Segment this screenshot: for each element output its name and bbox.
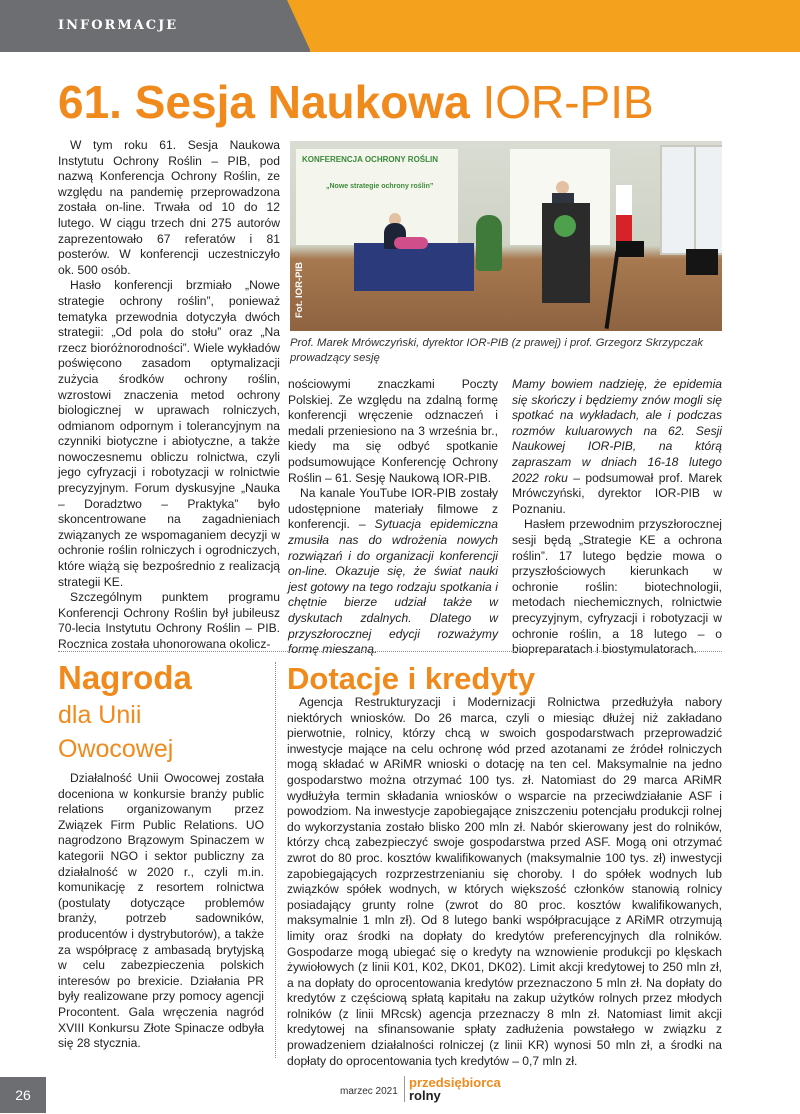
article1-paragraph: W tym roku 61. Sesja Naukowa Instytutu Ochrony Roślin – PIB, pod nazwą Konferencja Ochrony Roślin, ze względu na pandemię przeprowadzona została on-line. Trwała od 10 do 12 lutego. W ciągu trzech dni 275 autorów zaprezentowało 67 referatów i 81 posterów. W konferencji uczestniczyło ok. 500 osób.	[58, 138, 280, 277]
article2-heading: Nagroda	[58, 659, 192, 696]
quote-run: Mamy bowiem nadzieję, że epidemia się skończy i będziemy znów mogli się spotkać na wykładach, ale i podczas rozmów kuluarowych na 62. Sesji Naukowej IOR-PIB, na którą zapraszam w dniach 16-18 lutego 2022 roku	[512, 377, 722, 485]
article2-subheading: Owocowej	[58, 735, 174, 763]
header-band-orange	[310, 0, 800, 52]
article1-paragraph: Hasło konferencji brzmiało „Nowe strategie ochrony roślin”, ponieważ tematyka przewodnia dotyczyła dwóch strategii: „Od pola do stołu” oraz „Na rzecz bioróżnorodności”. Wiele wykładów poświęcono zasadom optymalizacji zużycia środków ochrony roślin, wzrostowi znaczenia metod ochrony biologicznej w uprawach rolniczych, odmianom odpornym i tolerancyjnym na czynniki biotyczne i abiotyczne, a także nowoczesnemu obliczu rolnictwa, czyli jego cyfryzacji i robotyzacji w rolnictwie precyzyjnym. Forum dyskusyjne „Nauka – Doradztwo – Praktyka” było skoncentrowane na zagadnieniach związanych ze wspomaganiem decyzji w ochronie roślin rolniczych i ogrodniczych, które wiążą się bezpośrednio z realizacją strategii KE.	[58, 278, 280, 589]
conference-banner	[296, 149, 458, 245]
flowers	[394, 237, 428, 249]
article2-paragraph: Działalność Unii Owocowej została doceniona w konkursie branży public relations organizowanym przez Związek Firm Public Relations. UO nagrodzono Brązowym Spinaczem w kategorii NGO i sektor publiczny za działalność w 2020 r., czyli m.in. komunikację z resortem rolnictwa (postulaty dotyczące problemów branży, potrzeb sadowników, producentów i dystrybutorów), a także za współpracę z ambasadą brytyjską w celu zabezpieczenia polskich interesów po brexicie. Działania PR były realizowane przy pomocy agencji Procontent. Gala wręczenia nagród XVIII Konkursu Złote Spinacze odbyła się 28 stycznia.	[58, 771, 264, 1051]
banner-title: KONFERENCJA OCHRONY ROŚLIN	[302, 155, 439, 164]
article2-body	[58, 771, 264, 1052]
article3-body	[287, 695, 722, 1069]
banner-motto: „Nowe strategie ochrony roślin”	[326, 183, 434, 190]
presidium-table	[354, 243, 474, 291]
article3-heading	[287, 660, 535, 698]
heading-bold: Dotacje	[287, 661, 399, 696]
article1-paragraph: Szczególnym punktem programu Konferencji Ochrony Roślin był jubileusz 70-lecia Instytutu Ochrony Roślin – PIB. Rocznica została uhonorowana okolicz-	[58, 590, 280, 651]
camera-icon	[616, 241, 644, 257]
quote-run: Sytuacja epidemiczna zmusiła nas do wdrożenia nowych rozwiązań i do organizacji konferencji on-line. Okazuje się, że świat nauki jest gotowy na tego rodzaju spotkania i chętnie bierze udział także w dyskutach zdalnych. Dlatego w przyszłorocznej edycji rozważymy formę mieszaną.	[288, 517, 498, 657]
article1-paragraph: nościowymi znaczkami Poczty Polskiej. Ze względu na zdalną formę konferencji wręczenie odznaczeń i medali przeniesiono na 3 września br., kiedy ma się odbyć spotkanie podsumowujące Konferencję Ochrony Roślin – 61. Sesję Naukową IOR-PIB.	[288, 377, 498, 485]
conference-photo	[290, 141, 722, 331]
camera-tripod	[605, 251, 620, 329]
text-run: – podsumował prof. Marek Mrówczyński, dyrektor IOR-PIB w Poznaniu.	[512, 470, 722, 516]
section-divider	[58, 651, 722, 652]
plant	[476, 215, 502, 271]
section-label: INFORMACJE	[58, 18, 179, 33]
article2-subheading: dla Unii	[58, 701, 142, 729]
logo-line2: rolny	[409, 1088, 441, 1103]
title-light: IOR-PIB	[482, 76, 654, 128]
photo-credit: Fot. IOR-PIB	[294, 262, 305, 318]
article1-column3	[512, 377, 722, 658]
article3-paragraph: Agencja Restrukturyzacji i Modernizacji Rolnictwa przedłużyła nabory niektórych wniosków. Do 26 marca, czyli o miesiąc dłużej niż zakładano pierwotnie, rolnicy, którzy chcą w swoich gospodarstwach przeprowadzić inwestycje mające na celu ochronę wód przed azotanami ze źródeł rolniczych mogą składać w ARiMR wnioski o dotację na ten cel. Maksymalnie na jedno gospodarstwo można otrzymać 100 tys. zł. Natomiast do 29 marca ARiMR wydłużyła termin składania wniosków o wsparcie na przeciwdziałanie ASF i powodziom. Na inwestycje zapobiegające zniszczeniu potencjału produkcji rolnej do wykorzystania zostało blisko 200 mln zł. Nabór skierowany jest do rolników, którzy chcą zabezpieczyć swoje gospodarstwa przed ASF. Mogą oni otrzymać zwrot do 80 proc. kosztów kwalifikowanych (maksymalnie 100 tys. zł) inwestycji zapobiegających rozprzestrzenianiu się choroby. I do spółek wodnych lub związków spółek wodnych, w których większość członków stanowią rolnicy posiadający grunty rolne (zwrot do 80 proc. kosztów kwalifikowanych, maksymalnie 1 mln zł). Od 8 lutego banki współpracujące z ARiMR otrzymują limity oraz środki na dopłaty do kredytów preferencyjnych dla rolników. Gospodarze mogą ubiegać się o kredyty na wznowienie produkcji po klęskach żywiołowych (z linii K01, K02, DK01, DK02). Limit akcji kredytowej to 250 mln zł, a na dopłaty do oprocentowania kredytów przeznaczono 5 mln zł. Na dopłaty do kredytów z częściową spłatą kapitału na zakup użytków rolnych przez młodych rolników (z linii MRcsk) agencja przeznaczy 8 mln zł. Natomiast limit akcji kredytowej na sfinansowanie spłaty zadłużenia powstałego w związku z prowadzeniem działalności rolniczej (z linii KR) wynosi 50 mln zł, a środki na dopłaty do oprocentowania tych kredytów – 0,7 mln zł.	[287, 695, 722, 1068]
logo-line1: przedsiębiorca	[409, 1075, 501, 1090]
title-bold: 61. Sesja Naukowa	[58, 76, 470, 128]
photo-caption: Prof. Marek Mrówczyński, dyrektor IOR-PIB (z prawej) i prof. Grzegorz Skrzypczak prowadzący sesję	[290, 337, 704, 364]
heading-light: i kredyty	[407, 661, 536, 696]
podium-logo	[554, 215, 576, 237]
page-number: 26	[0, 1077, 46, 1113]
issue-date: marzec 2021	[340, 1086, 398, 1097]
camera-icon	[686, 249, 718, 275]
article1-column1	[58, 138, 280, 653]
polish-flag	[616, 185, 632, 245]
article1-column2	[288, 377, 498, 658]
text-run: Na kanale YouTube IOR-PIB zostały udostępnione materiały filmowe z konferencji. –	[288, 486, 498, 532]
article1-paragraph	[512, 377, 722, 517]
article1-paragraph: Hasłem przewodnim przyszłorocznej sesji będą „Strategie KE a ochrona roślin”. 17 lutego będzie mowa o przyszłościowych kierunkach w ochronie roślin: biotechnologii, metodach niechemicznych, rolnictwie precyzyjnym, cyfryzacji i robotyzacji w ochronie roślin, a 18 lutego – o biopreparatach i biostymulatorach.	[512, 517, 722, 657]
window-shape	[694, 145, 722, 255]
column-divider	[275, 662, 276, 1058]
magazine-logo	[404, 1076, 501, 1102]
page-title	[58, 74, 654, 130]
article1-paragraph	[288, 486, 498, 658]
